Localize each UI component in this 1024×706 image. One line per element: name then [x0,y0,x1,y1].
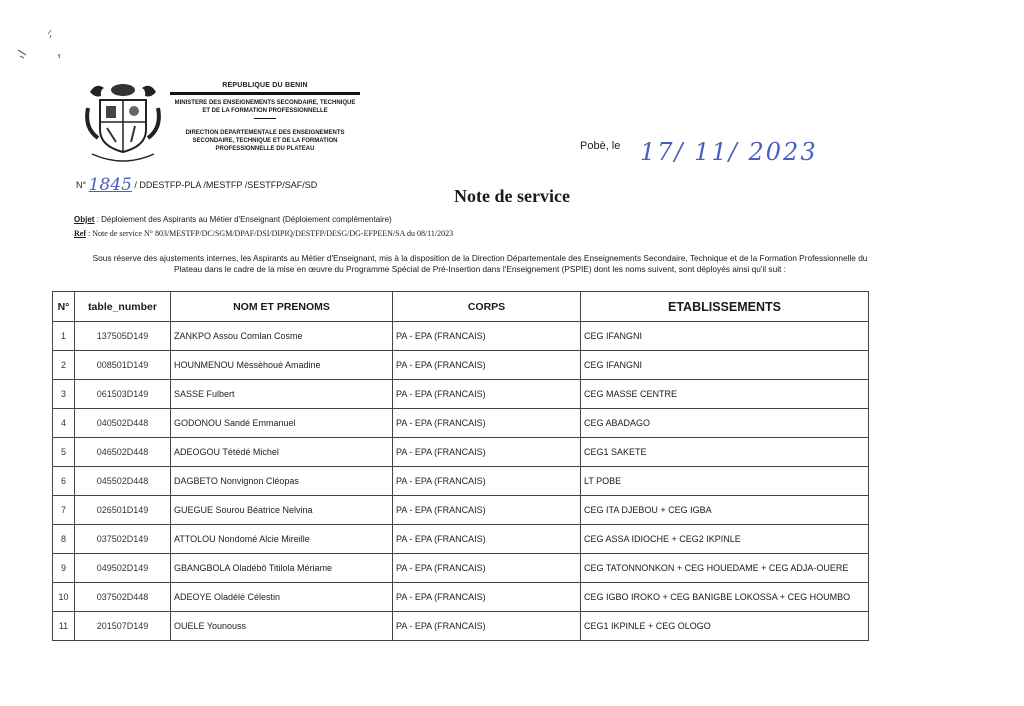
reference-suffix: / DDESTFP-PLA /MESTFP /SESTFP/SAF/SD [134,180,318,190]
col-header-number: N° [53,292,75,322]
cell-etablissements: LT POBE [581,467,869,496]
table-row [53,438,869,467]
cell-name: DAGBETO Nonvignon Cléopas [171,467,393,496]
table-row [53,380,869,409]
cell-name: ADEOGOU Tétédé Michel [171,438,393,467]
table-row [53,496,869,525]
col-header-corps: CORPS [393,292,581,322]
cell-name: GUEGUE Sourou Béatrice Nelvina [171,496,393,525]
cell-row-number: 9 [53,554,75,583]
cell-row-number: 6 [53,467,75,496]
cell-etablissements: CEG IFANGNI [581,322,869,351]
cell-table-number: 037502D448 [75,583,171,612]
ministry-line-1: MINISTERE DES ENSEIGNEMENTS SECONDAIRE, TECHNIQUE [174,100,356,106]
cell-corps: PA - EPA (FRANCAIS) [393,322,581,351]
cell-corps: PA - EPA (FRANCAIS) [393,467,581,496]
cell-table-number: 201507D149 [75,612,171,641]
letterhead [170,82,360,153]
cell-name: ZANKPO Assou Comlan Cosme [171,322,393,351]
cell-row-number: 10 [53,583,75,612]
cell-table-number: 049502D149 [75,554,171,583]
cell-table-number: 046502D448 [75,438,171,467]
scan-marks [14,28,74,68]
cell-etablissements: CEG MASSE CENTRE [581,380,869,409]
cell-corps: PA - EPA (FRANCAIS) [393,554,581,583]
table-row [53,612,869,641]
cell-corps: PA - EPA (FRANCAIS) [393,496,581,525]
cell-row-number: 11 [53,612,75,641]
cell-corps: PA - EPA (FRANCAIS) [393,438,581,467]
direction-line-3: PROFESSIONNELLE DU PLATEAU [215,146,315,152]
handwritten-reference-number: 1845 [88,175,132,195]
cell-row-number: 7 [53,496,75,525]
table-row [53,322,869,351]
cell-etablissements: CEG ASSA IDIOCHE + CEG2 IKPINLE [581,525,869,554]
cell-etablissements: CEG ITA DJEBOU + CEG IGBA [581,496,869,525]
cell-row-number: 5 [53,438,75,467]
cell-table-number: 061503D149 [75,380,171,409]
cell-row-number: 4 [53,409,75,438]
cell-etablissements: CEG IFANGNI [581,351,869,380]
document-title: Note de service [454,186,570,206]
cell-row-number: 2 [53,351,75,380]
cell-name: ADEOYE Oladélé Célestin [171,583,393,612]
cell-etablissements: CEG1 SAKETE [581,438,869,467]
cell-etablissements: CEG ABADAGO [581,409,869,438]
handwritten-date: 17/ 11/ 2023 [640,138,818,166]
cell-row-number: 8 [53,525,75,554]
deployment-table [52,291,869,641]
table-row [53,351,869,380]
republic-label: REPUBLIQUE DU BENIN [222,82,308,89]
header-rule [170,92,360,95]
ref-line [74,229,453,238]
col-header-table-number: table_number [75,292,171,322]
cell-corps: PA - EPA (FRANCAIS) [393,351,581,380]
cell-name: GBANGBOLA Oladébô Titilola Mériame [171,554,393,583]
cell-table-number: 045502D448 [75,467,171,496]
table-row [53,583,869,612]
cell-name: ATTOLOU Nondomé Alcie Mireille [171,525,393,554]
place-label: Pobè, le [580,140,621,152]
objet-text: : Déploiement des Aspirants au Métier d'Enseignant (Déploiement complémentaire) [96,215,392,224]
col-header-etablissements: ETABLISSEMENTS [581,292,869,322]
cell-table-number: 040502D448 [75,409,171,438]
header-divider [254,118,276,119]
cell-corps: PA - EPA (FRANCAIS) [393,525,581,554]
cell-name: OUELE Younouss [171,612,393,641]
ref-text: : Note de service N° 803/MESTFP/DC/SGM/DPAF/DSI/DIPIQ/DESTFP/DESG/DG-EFPEEN/SA du 08/11/2023 [88,229,454,238]
ref-label: Ref [74,229,86,238]
direction-line-1: DIRECTION DEPARTEMENTALE DES ENSEIGNEMENTS [185,130,345,136]
cell-corps: PA - EPA (FRANCAIS) [393,380,581,409]
cell-row-number: 3 [53,380,75,409]
reference-prefix: N° [76,180,87,190]
cell-table-number: 137505D149 [75,322,171,351]
cell-corps: PA - EPA (FRANCAIS) [393,612,581,641]
cell-corps: PA - EPA (FRANCAIS) [393,409,581,438]
cell-row-number: 1 [53,322,75,351]
objet-label: Objet [74,215,95,224]
table-row [53,554,869,583]
table-header-row [53,292,869,322]
col-header-name: NOM ET PRENOMS [171,292,393,322]
objet-line [74,215,392,224]
cell-name: SASSE Fulbert [171,380,393,409]
cell-corps: PA - EPA (FRANCAIS) [393,583,581,612]
table-row [53,467,869,496]
table-row [53,525,869,554]
cell-etablissements: CEG TATONNONKON + CEG HOUEDAME + CEG ADJA-OUERE [581,554,869,583]
table-row [53,409,869,438]
cell-etablissements: CEG IGBO IROKO + CEG BANIGBE LOKOSSA + CEG HOUMBO [581,583,869,612]
cell-table-number: 008501D149 [75,351,171,380]
ministry-line-2: ET DE LA FORMATION PROFESSIONNELLE [202,108,328,114]
benin-coat-of-arms-icon [82,78,164,166]
cell-name: GODONOU Sandé Emmanuel [171,409,393,438]
cell-name: HOUNMENOU Mèssèhoué Amadine [171,351,393,380]
cell-etablissements: CEG1 IKPINLE + CEG OLOGO [581,612,869,641]
direction-line-2: SECONDAIRE, TECHNIQUE ET DE LA FORMATION [192,138,338,144]
cell-table-number: 026501D149 [75,496,171,525]
cell-table-number: 037502D149 [75,525,171,554]
intro-paragraph: Sous réserve des ajustements internes, les Aspirants au Métier d'Enseignant, mis à la disposition de la Direction Départementale des Enseignements Secondaire, Technique et de la Formation Professionnelle du Plateau dans le cadre de la mise en œuvre du Programme Spécial de Pré-Insertion dans l'Enseignement (PSPIE) dont les noms suivent, sont déployés ainsi qu'il suit : [92,253,868,274]
